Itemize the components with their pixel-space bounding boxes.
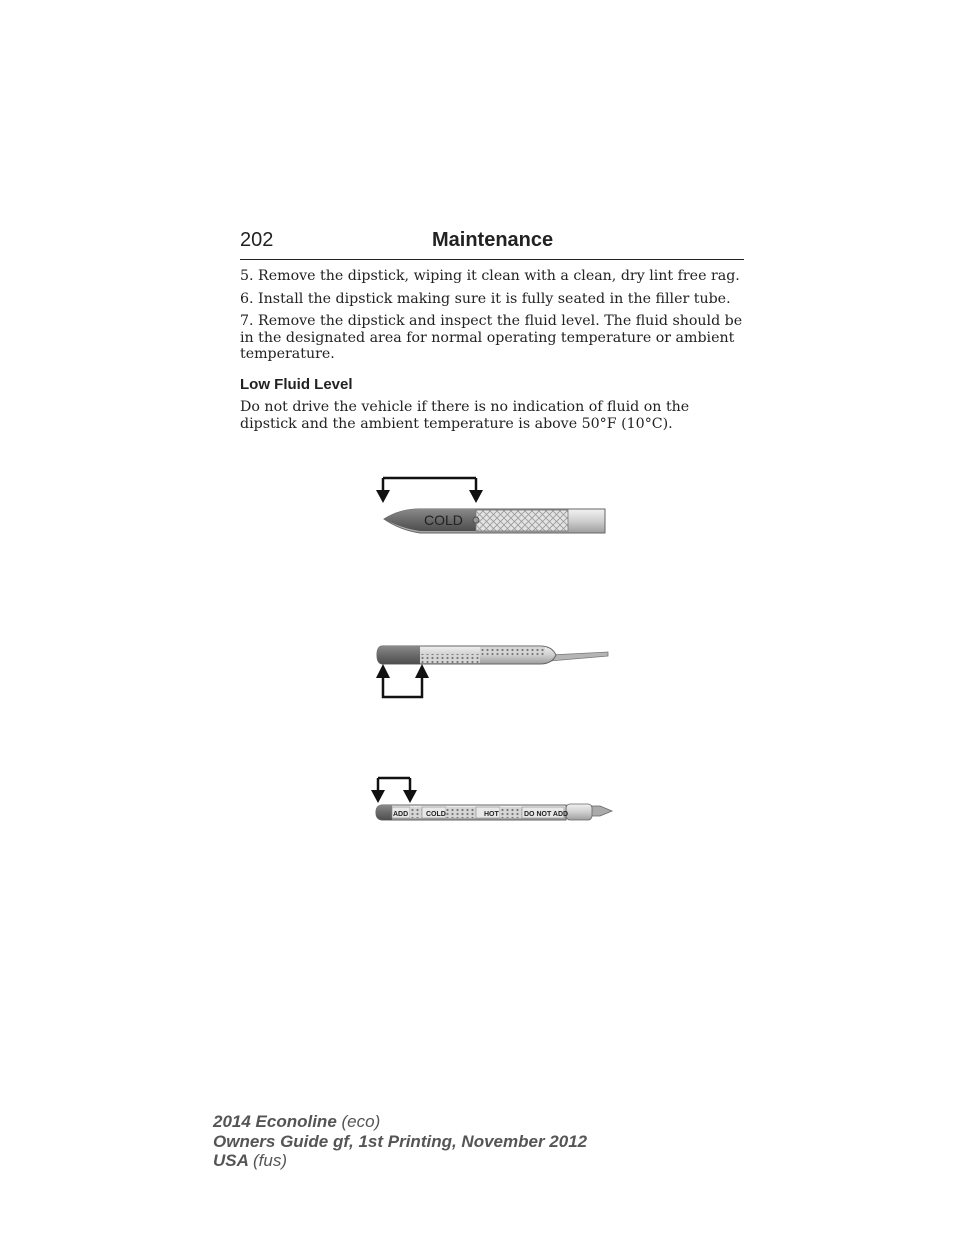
fluid-coating: [377, 646, 420, 664]
step-7: 7. Remove the dipstick and inspect the fluid level. The fluid should be in the designated area for normal operating temperature or ambient temperature.: [240, 313, 743, 362]
range-bracket: [383, 668, 422, 697]
arrow-up-icon: [415, 664, 429, 678]
arrow-down-icon: [371, 790, 385, 803]
dipstick-two: [376, 646, 608, 697]
dotted-zone: [480, 647, 545, 655]
add-label: ADD: [393, 811, 409, 818]
crosshatch-zone: [476, 510, 568, 531]
arrow-down-icon: [376, 490, 390, 503]
section-title: Maintenance: [432, 229, 554, 251]
footer-model: 2014 Econoline: [213, 1112, 337, 1131]
low-fluid-heading: Low Fluid Level: [240, 376, 353, 393]
cold-label: COLD: [424, 512, 463, 528]
do-not-add-label: DO NOT ADD: [524, 811, 569, 818]
step-6: 6. Install the dipstick making sure it is fully seated in the filler tube.: [240, 291, 731, 307]
page-number: 202: [240, 229, 274, 251]
footer-guide: Owners Guide gf, 1st Printing, November 2012: [213, 1131, 588, 1151]
fluid-coating: [376, 805, 392, 820]
footer-region-code: (fus): [253, 1151, 287, 1170]
footer-region: USA: [213, 1151, 249, 1170]
arrow-down-icon: [469, 490, 483, 503]
hot-label: HOT: [484, 811, 499, 818]
footer-region-line: [213, 1151, 587, 1171]
step-5: 5. Remove the dipstick, wiping it clean with a clean, dry lint free rag.: [240, 268, 740, 284]
footer-model-code: (eco): [341, 1112, 381, 1131]
low-fluid-body: Do not drive the vehicle if there is no indication of fluid on the dipstick and the ambient temperature is above 50°F (10°C).: [240, 399, 690, 432]
arrow-up-icon: [376, 664, 390, 678]
dipstick-three: [371, 778, 612, 820]
arrow-down-icon: [403, 790, 417, 803]
dotted-zone: [420, 654, 480, 663]
cold-label: COLD: [426, 811, 446, 818]
footer-model-line: [213, 1112, 587, 1132]
dipstick-one: [376, 478, 605, 533]
page-footer: [213, 1112, 587, 1171]
